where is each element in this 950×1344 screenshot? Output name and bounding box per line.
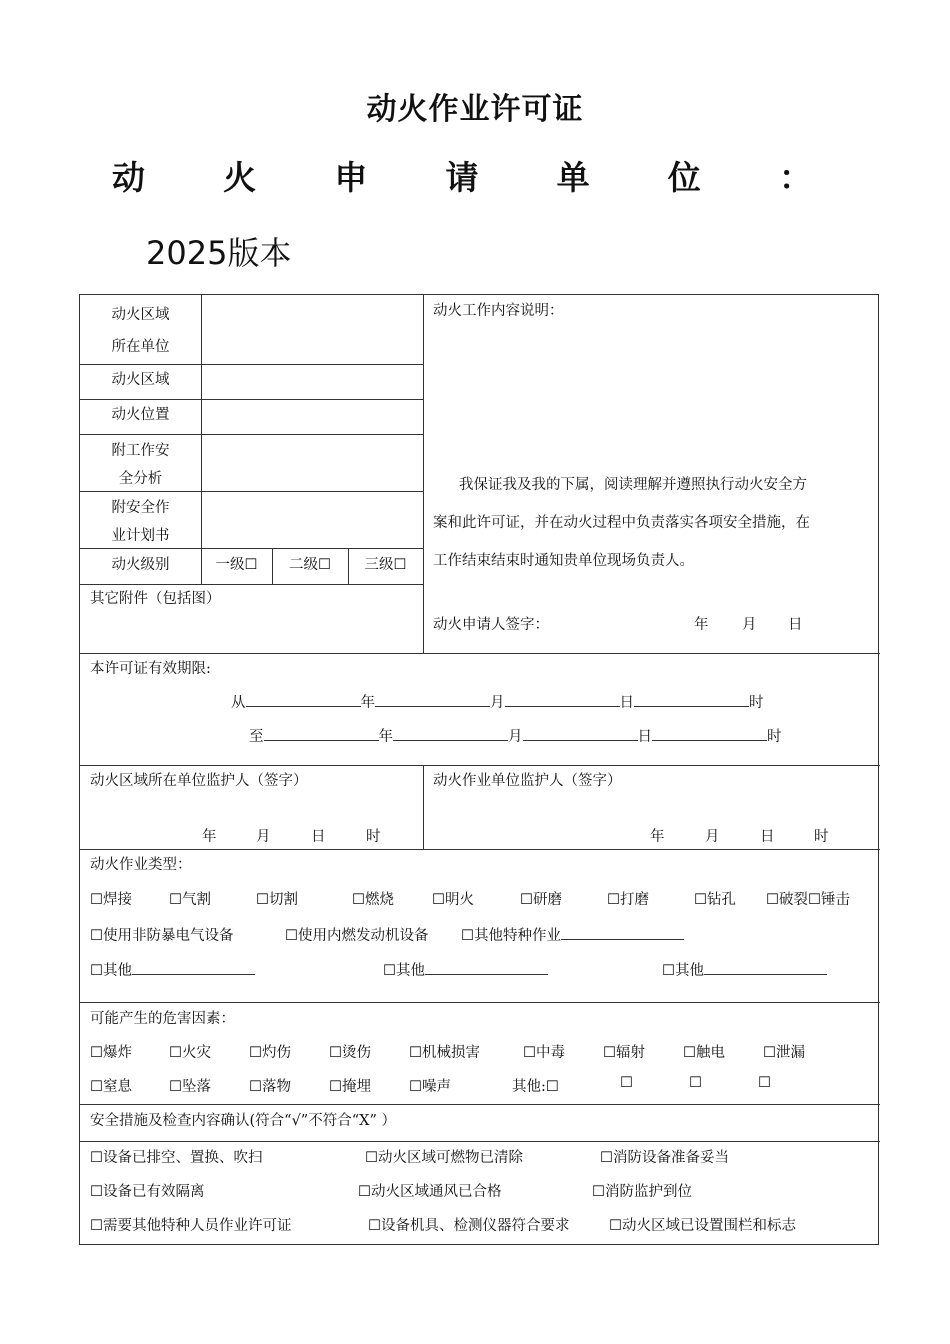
checkbox-item[interactable]: ☐需要其他特种人员作业许可证	[90, 1218, 292, 1234]
blank-field[interactable]	[505, 692, 620, 707]
permit-form: 动火区域 所在单位 动火区域 动火位置 附工作安 全分析 附安全作 业计划书 动火级别 一级☐ 二级☐ 三级☐ 其它附件（包括图） 动火工作内容说明： 我保证我及我的下属，阅读理解并遵照执行动火安全方 案和此许可证，并在动火过程中负责落实各项安全措施，在 工作结束结束时通知贵单位现场负责人。 动火申请人签字： 年 月 日 本许可证有效期限: 从 年 月 日 时 至 年 月 日 时 动火区域所在单位监护人（签字） 动火作业单位监护人（签字） 年 月 日 时 年 月 日 时 动火作业类型： ☐焊接 ☐气割 ☐切割 ☐燃烧 ☐明火 ☐研磨 ☐打磨 ☐钻孔 ☐破裂☐锤击 ☐使用非防暴电气设备 ☐使用内燃发动机设备 ☐其他特种作业 ☐其他 ☐其他 ☐其他 可能产生的危害因素： ☐爆炸 ☐火灾 ☐灼伤 ☐烫伤 ☐机械损害 ☐中毒 ☐辐射 ☐触电 ☐泄漏 ☐窒息 ☐坠落 ☐落物 ☐掩埋 ☐噪声 其他:☐ ☐ ☐ ☐ 安全措施及检查内容确认(符合“√”不符合“X” ） ☐设备已排空、置换、吹扫 ☐动火区域可燃物已清除 ☐消防设备准备妥当 ☐设备已有效隔离 ☐动火区域通风已合格 ☐消防监护到位 ☐需要其他特种人员作业许可证 ☐设备机具、检测仪器符合要求 ☐动火区域已设置围栏和标志	[79, 294, 879, 1245]
blank-field[interactable]	[132, 960, 255, 975]
pledge-text: 我保证我及我的下属，阅读理解并遵照执行动火安全方 案和此许可证，并在动火过程中负责落实各项安全措施，在 工作结束结束时通知贵单位现场负责人。	[433, 477, 810, 569]
checkbox-item-with-blank[interactable]: ☐其他	[90, 959, 255, 980]
label-validity: 本许可证有效期限:	[90, 661, 211, 677]
checkbox-item[interactable]: ☐设备已排空、置换、吹扫	[90, 1150, 263, 1166]
checkbox-item-with-blank[interactable]: ☐其他	[383, 959, 548, 980]
checkbox-item[interactable]: ☐泄漏	[763, 1045, 805, 1061]
checkbox-item[interactable]: ☐使用内燃发动机设备	[285, 928, 429, 944]
checkbox-item[interactable]: ☐研磨	[520, 892, 562, 908]
checkbox-item[interactable]: ☐设备机具、检测仪器符合要求	[368, 1218, 570, 1234]
label-area: 动火区域	[111, 372, 170, 388]
checkbox-item[interactable]: ☐灼伤	[249, 1045, 291, 1061]
checkbox-item[interactable]: ☐打磨	[607, 892, 649, 908]
checkbox-item[interactable]: ☐明火	[432, 892, 474, 908]
label-area-supervisor: 动火区域所在单位监护人（签字）	[90, 773, 308, 789]
version-label: 2025版本	[146, 234, 292, 272]
applicant-char: 请	[445, 158, 479, 197]
checkbox-item[interactable]: ☐坠落	[169, 1079, 211, 1095]
checkbox-item[interactable]: ☐掩埋	[329, 1079, 371, 1095]
checkbox-item[interactable]: ☐切割	[256, 892, 298, 908]
label-work-description: 动火工作内容说明：	[433, 303, 564, 319]
label-position: 动火位置	[111, 407, 170, 423]
label-jsa: 附工作安 全分析	[111, 443, 170, 487]
label-safety-plan: 附安全作 业计划书	[111, 500, 170, 544]
label-work-types: 动火作业类型：	[90, 857, 192, 873]
checkbox-level-2[interactable]: 二级☐	[289, 557, 331, 573]
checkbox-item[interactable]: ☐触电	[683, 1045, 725, 1061]
validity-to-row: 至 年 月 日 时	[249, 725, 782, 746]
checkbox-item[interactable]: ☐焊接	[90, 892, 132, 908]
checkbox-item[interactable]: ☐动火区域已设置围栏和标志	[609, 1218, 796, 1234]
label-other-attachments: 其它附件（包括图）	[90, 591, 221, 607]
checkbox-item[interactable]: ☐动火区域通风已合格	[358, 1184, 502, 1200]
checkbox-item[interactable]: ☐落物	[249, 1079, 291, 1095]
label-hazards: 可能产生的危害因素：	[90, 1011, 235, 1027]
blank-field[interactable]	[652, 726, 767, 741]
applicant-char: 动	[112, 158, 145, 197]
checkbox-item[interactable]: ☐窒息	[90, 1079, 132, 1095]
checkbox-item[interactable]: ☐使用非防暴电气设备	[90, 928, 234, 944]
checkbox-item[interactable]: ☐爆炸	[90, 1045, 132, 1061]
checkbox-item-with-blank[interactable]: ☐其他	[662, 959, 827, 980]
applicant-char: ：	[778, 158, 812, 197]
blank-field[interactable]	[523, 726, 638, 741]
checkbox-item[interactable]: ☐设备已有效隔离	[90, 1184, 205, 1200]
checkbox-item[interactable]: ☐破裂☐锤击	[766, 892, 850, 908]
blank-field[interactable]	[375, 692, 490, 707]
checkbox-item[interactable]: ☐噪声	[409, 1079, 451, 1095]
blank-field[interactable]	[425, 960, 548, 975]
blank-field[interactable]	[393, 726, 508, 741]
checkbox-item[interactable]: ☐	[689, 1075, 702, 1091]
checkbox-item[interactable]: ☐消防监护到位	[592, 1184, 692, 1200]
blank-field[interactable]	[561, 925, 684, 940]
applicant-char: 申	[334, 158, 368, 197]
label-work-supervisor: 动火作业单位监护人（签字）	[433, 773, 622, 789]
checkbox-item[interactable]: ☐消防设备准备妥当	[600, 1150, 729, 1166]
applicant-unit-line	[112, 152, 812, 199]
checkbox-item[interactable]: ☐辐射	[603, 1045, 645, 1061]
validity-from-row: 从 年 月 日 时	[231, 691, 764, 712]
applicant-char: 单	[556, 158, 590, 197]
blank-field[interactable]	[264, 726, 379, 741]
checkbox-item[interactable]: ☐中毒	[523, 1045, 565, 1061]
applicant-char: 位	[667, 158, 701, 197]
checkbox-item[interactable]: ☐燃烧	[352, 892, 394, 908]
blank-field[interactable]	[634, 692, 749, 707]
checkbox-item[interactable]: 其他:☐	[512, 1079, 559, 1095]
checkbox-item[interactable]: ☐机械损害	[409, 1045, 480, 1061]
page-title: 动火作业许可证	[366, 92, 584, 127]
label-area-unit: 动火区域 所在单位	[111, 307, 170, 355]
checkbox-level-1[interactable]: 一级☐	[215, 557, 258, 573]
label-applicant-signature: 动火申请人签字：	[433, 617, 549, 633]
checkbox-item[interactable]: ☐	[758, 1075, 771, 1091]
checkbox-level-3[interactable]: 三级☐	[364, 557, 407, 573]
checkbox-item-with-blank[interactable]: ☐其他特种作业	[461, 924, 684, 945]
checkbox-item[interactable]: ☐火灾	[169, 1045, 211, 1061]
checkbox-item[interactable]: ☐烫伤	[329, 1045, 371, 1061]
label-safety-measures: 安全措施及检查内容确认(符合“√”不符合“X” ）	[90, 1113, 396, 1129]
applicant-char: 火	[223, 158, 257, 197]
blank-field[interactable]	[704, 960, 827, 975]
checkbox-item[interactable]: ☐	[620, 1075, 633, 1091]
checkbox-item[interactable]: ☐动火区域可燃物已清除	[365, 1150, 523, 1166]
label-level: 动火级别	[111, 557, 170, 573]
checkbox-item[interactable]: ☐钻孔	[694, 892, 736, 908]
checkbox-item[interactable]: ☐气割	[169, 892, 211, 908]
blank-field[interactable]	[246, 692, 361, 707]
